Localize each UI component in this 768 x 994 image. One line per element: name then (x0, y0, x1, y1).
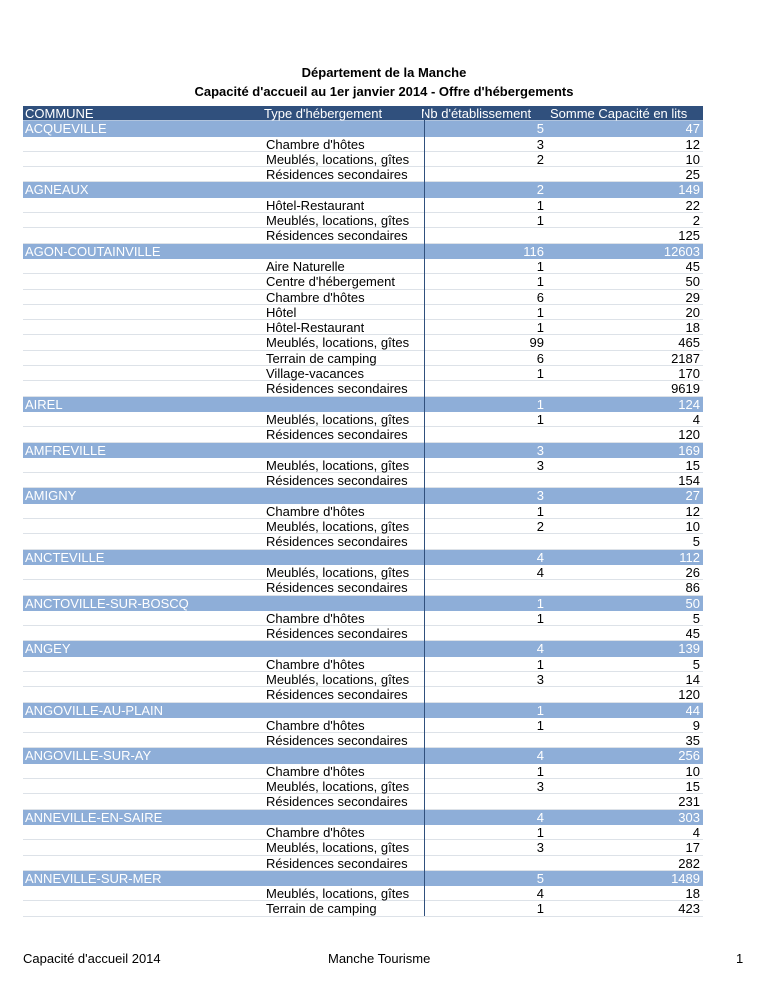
commune-row (23, 244, 703, 259)
document-title: Département de la Manche (301, 65, 467, 80)
table-row (23, 152, 703, 167)
establishment-count: 1 (536, 763, 544, 779)
table-row (23, 565, 703, 580)
accommodation-type: Résidences secondaires (266, 687, 408, 703)
commune-name: ANCTOVILLE-SUR-BOSCQ (25, 595, 189, 611)
bed-capacity: 18 (685, 886, 700, 902)
table-row (23, 534, 703, 549)
commune-capacity-total: 139 (678, 641, 700, 657)
bed-capacity: 14 (685, 671, 700, 687)
accommodation-type: Meublés, locations, gîtes (266, 840, 410, 856)
commune-row (23, 810, 703, 825)
commune-capacity-total: 256 (678, 748, 700, 764)
accommodation-type: Chambre d'hôtes (266, 763, 365, 779)
commune-row (23, 703, 703, 718)
column-divider (424, 108, 425, 916)
accommodation-type: Chambre d'hôtes (266, 503, 365, 519)
document-subtitle: Capacité d'accueil au 1er janvier 2014 - Offre d'hébergements (194, 84, 574, 99)
bed-capacity: 18 (685, 320, 700, 336)
commune-nb-total: 4 (536, 641, 544, 657)
table-row (23, 580, 703, 595)
bed-capacity: 465 (678, 335, 700, 351)
bed-capacity: 2 (692, 213, 700, 229)
table-row (23, 335, 703, 350)
accommodation-type: Meublés, locations, gîtes (266, 457, 410, 473)
bed-capacity: 120 (678, 427, 700, 443)
table-row (23, 305, 703, 320)
accommodation-type: Chambre d'hôtes (266, 610, 365, 626)
bed-capacity: 170 (678, 366, 700, 382)
accommodation-type: Résidences secondaires (266, 626, 408, 642)
accommodation-type: Aire Naturelle (266, 258, 345, 274)
establishment-count: 1 (536, 258, 544, 274)
commune-row (23, 871, 703, 886)
establishment-count: 1 (536, 824, 544, 840)
accommodation-type: Résidences secondaires (266, 228, 408, 244)
commune-capacity-total: 149 (678, 182, 700, 198)
accommodation-type: Meublés, locations, gîtes (266, 213, 410, 229)
table-row (23, 320, 703, 335)
establishment-count: 1 (536, 197, 544, 213)
establishment-count: 3 (536, 136, 544, 152)
commune-row (23, 397, 703, 412)
table-row (23, 412, 703, 427)
table-row (23, 213, 703, 228)
bed-capacity: 17 (685, 840, 700, 856)
accommodation-type: Meublés, locations, gîtes (266, 671, 410, 687)
commune-row (23, 748, 703, 763)
establishment-count: 6 (536, 350, 544, 366)
establishment-count: 4 (536, 564, 544, 580)
bed-capacity: 20 (685, 304, 700, 320)
bed-capacity: 22 (685, 197, 700, 213)
accommodation-type: Résidences secondaires (266, 473, 408, 489)
bed-capacity: 4 (692, 824, 700, 840)
accommodation-type: Résidences secondaires (266, 794, 408, 810)
commune-name: ANGOVILLE-SUR-AY (25, 748, 152, 764)
establishment-count: 4 (536, 886, 544, 902)
table-row (23, 672, 703, 687)
bed-capacity: 125 (678, 228, 700, 244)
bed-capacity: 5 (692, 656, 700, 672)
bed-capacity: 10 (685, 763, 700, 779)
establishment-count: 3 (536, 840, 544, 856)
commune-name: AGNEAUX (25, 182, 89, 198)
bed-capacity: 9619 (671, 381, 700, 397)
establishment-count: 6 (536, 289, 544, 305)
accommodation-type: Résidences secondaires (266, 167, 408, 183)
page-number: 1 (736, 951, 744, 966)
table-row (23, 458, 703, 473)
establishment-count: 1 (536, 213, 544, 229)
establishment-count: 1 (536, 304, 544, 320)
accommodation-type: Terrain de camping (266, 901, 377, 917)
bed-capacity: 282 (678, 855, 700, 871)
bed-capacity: 154 (678, 473, 700, 489)
commune-name: AGON-COUTAINVILLE (25, 243, 161, 259)
table-row (23, 504, 703, 519)
establishment-count: 2 (536, 519, 544, 535)
table-row (23, 886, 703, 901)
table-row (23, 167, 703, 182)
commune-capacity-total: 303 (678, 809, 700, 825)
bed-capacity: 4 (692, 411, 700, 427)
footer-left: Capacité d'accueil 2014 (23, 951, 161, 966)
commune-capacity-total: 50 (685, 595, 700, 611)
header-type: Type d'hébergement (264, 106, 383, 121)
table-row (23, 137, 703, 152)
table-row (23, 366, 703, 381)
commune-nb-total: 5 (536, 121, 544, 137)
accommodation-type: Résidences secondaires (266, 733, 408, 749)
commune-nb-total: 4 (536, 809, 544, 825)
commune-capacity-total: 47 (685, 121, 700, 137)
accommodation-type: Hôtel-Restaurant (266, 197, 365, 213)
commune-nb-total: 4 (536, 748, 544, 764)
table-row (23, 427, 703, 442)
table-row (23, 290, 703, 305)
table-row (23, 657, 703, 672)
bed-capacity: 5 (692, 534, 700, 550)
table-row (23, 259, 703, 274)
table-row (23, 901, 703, 916)
establishment-count: 1 (536, 320, 544, 336)
commune-nb-total: 3 (536, 442, 544, 458)
commune-row (23, 443, 703, 458)
table-row (23, 519, 703, 534)
accommodation-type: Terrain de camping (266, 350, 377, 366)
table-row (23, 825, 703, 840)
establishment-count: 1 (536, 610, 544, 626)
commune-name: AIREL (25, 396, 63, 412)
bed-capacity: 2187 (671, 350, 700, 366)
table-row (23, 794, 703, 809)
establishment-count: 1 (536, 274, 544, 290)
table-row (23, 687, 703, 702)
establishment-count: 3 (536, 779, 544, 795)
bed-capacity: 10 (685, 151, 700, 167)
accommodation-type: Chambre d'hôtes (266, 824, 365, 840)
establishment-count: 3 (536, 671, 544, 687)
commune-nb-total: 4 (536, 549, 544, 565)
establishment-count: 1 (536, 717, 544, 733)
commune-nb-total: 3 (536, 488, 544, 504)
bed-capacity: 423 (678, 901, 700, 917)
bed-capacity: 12 (685, 136, 700, 152)
commune-capacity-total: 112 (679, 549, 700, 565)
accommodation-type: Résidences secondaires (266, 381, 408, 397)
commune-name: ACQUEVILLE (25, 121, 107, 137)
commune-nb-total: 2 (536, 182, 544, 198)
commune-nb-total: 1 (536, 595, 544, 611)
accommodation-type: Résidences secondaires (266, 855, 408, 871)
table-row (23, 274, 703, 289)
table-row (23, 473, 703, 488)
bed-capacity: 12 (685, 503, 700, 519)
accommodation-type: Hôtel-Restaurant (266, 320, 365, 336)
accommodation-type: Meublés, locations, gîtes (266, 151, 410, 167)
accommodation-type: Meublés, locations, gîtes (266, 886, 410, 902)
bed-capacity: 15 (685, 779, 700, 795)
commune-capacity-total: 1489 (671, 870, 700, 886)
bed-capacity: 5 (692, 610, 700, 626)
bed-capacity: 86 (685, 580, 700, 596)
accommodation-type: Résidences secondaires (266, 534, 408, 550)
accommodation-type: Centre d'hébergement (266, 274, 395, 290)
header-nb-etablissement: Nb d'établissement (421, 106, 532, 121)
table-row (23, 626, 703, 641)
commune-capacity-total: 124 (678, 396, 700, 412)
accommodation-type: Chambre d'hôtes (266, 289, 365, 305)
bed-capacity: 120 (678, 687, 700, 703)
commune-row (23, 121, 703, 136)
commune-row (23, 641, 703, 656)
commune-name: ANNEVILLE-SUR-MER (25, 870, 162, 886)
commune-nb-total: 116 (523, 243, 544, 259)
bed-capacity: 9 (692, 717, 700, 733)
commune-row (23, 182, 703, 197)
bed-capacity: 45 (685, 258, 700, 274)
establishment-count: 1 (536, 411, 544, 427)
footer-center: Manche Tourisme (328, 951, 431, 966)
table-row (23, 611, 703, 626)
table-row (23, 198, 703, 213)
table-row (23, 779, 703, 794)
bed-capacity: 231 (678, 794, 700, 810)
accommodation-type: Meublés, locations, gîtes (266, 519, 410, 535)
establishment-count: 3 (536, 457, 544, 473)
commune-name: ANGEY (25, 641, 71, 657)
accommodation-type: Résidences secondaires (266, 580, 408, 596)
accommodation-type: Meublés, locations, gîtes (266, 779, 410, 795)
accommodation-type: Hôtel (266, 304, 297, 320)
accommodation-type: Chambre d'hôtes (266, 656, 365, 672)
commune-name: AMIGNY (25, 488, 77, 504)
commune-row (23, 596, 703, 611)
table-row (23, 718, 703, 733)
commune-name: ANGOVILLE-AU-PLAIN (25, 702, 163, 718)
establishment-count: 1 (536, 656, 544, 672)
accommodation-type: Village-vacances (266, 366, 365, 382)
accommodation-type: Chambre d'hôtes (266, 717, 365, 733)
commune-capacity-total: 44 (685, 702, 700, 718)
header-capacite: Somme Capacité en lits (550, 106, 688, 121)
commune-nb-total: 1 (536, 396, 544, 412)
commune-nb-total: 1 (536, 702, 544, 718)
bed-capacity: 29 (685, 289, 700, 305)
table-row (23, 228, 703, 243)
establishment-count: 1 (536, 366, 544, 382)
commune-row (23, 488, 703, 503)
bed-capacity: 26 (685, 564, 700, 580)
commune-name: ANCTEVILLE (25, 549, 105, 565)
commune-row (23, 550, 703, 565)
accommodation-type: Meublés, locations, gîtes (266, 564, 410, 580)
bed-capacity: 45 (685, 626, 700, 642)
table-row (23, 764, 703, 779)
table-row (23, 733, 703, 748)
bed-capacity: 10 (685, 519, 700, 535)
accommodation-type: Chambre d'hôtes (266, 136, 365, 152)
establishment-count: 1 (536, 901, 544, 917)
bed-capacity: 35 (685, 733, 700, 749)
establishment-count: 99 (529, 335, 544, 351)
table-row (23, 856, 703, 871)
header-commune: COMMUNE (25, 106, 94, 121)
accommodation-type: Meublés, locations, gîtes (266, 335, 410, 351)
commune-name: ANNEVILLE-EN-SAIRE (25, 809, 163, 825)
establishment-count: 1 (536, 503, 544, 519)
table-row (23, 840, 703, 855)
table-row (23, 381, 703, 396)
bed-capacity: 25 (685, 167, 700, 183)
commune-name: AMFREVILLE (25, 442, 106, 458)
commune-capacity-total: 12603 (663, 243, 700, 259)
commune-capacity-total: 27 (685, 488, 700, 504)
commune-nb-total: 5 (536, 870, 544, 886)
capacity-table (23, 106, 703, 917)
establishment-count: 2 (536, 151, 544, 167)
bed-capacity: 50 (685, 274, 700, 290)
table-row (23, 351, 703, 366)
commune-capacity-total: 169 (678, 442, 700, 458)
accommodation-type: Résidences secondaires (266, 427, 408, 443)
table-header (23, 106, 703, 121)
bed-capacity: 15 (685, 457, 700, 473)
accommodation-type: Meublés, locations, gîtes (266, 411, 410, 427)
